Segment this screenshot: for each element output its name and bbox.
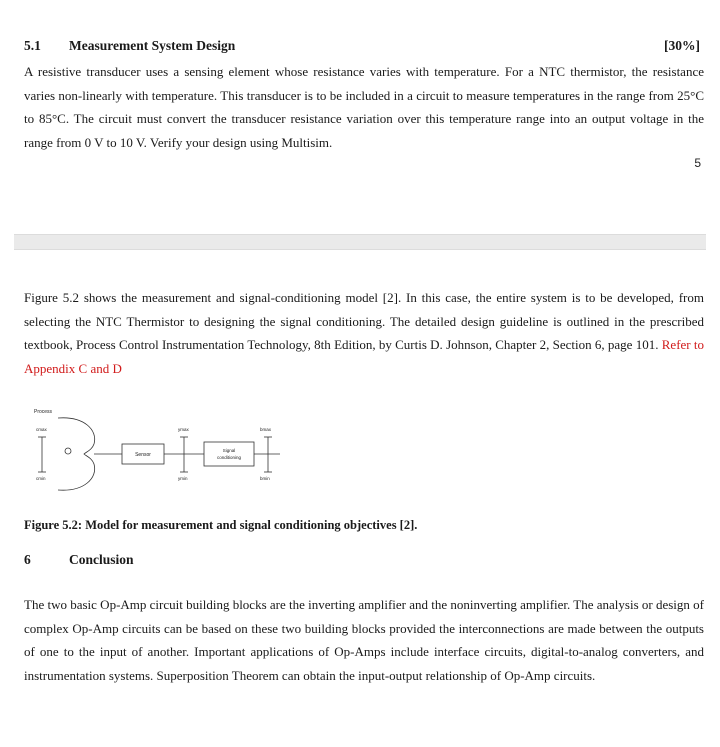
process-label: Process	[34, 409, 53, 415]
sensor-label: Sensor	[135, 452, 151, 458]
figure-intro-paragraph	[24, 286, 704, 380]
section-number: 5.1	[24, 38, 41, 53]
conclusion-title: Conclusion	[69, 552, 134, 567]
ymin-label: ymin	[178, 476, 188, 481]
bmin-label: bmin	[260, 476, 270, 481]
conclusion-heading	[24, 552, 134, 568]
process-node	[65, 448, 71, 454]
page-top	[0, 0, 720, 230]
bmax-label: bmax	[260, 427, 272, 432]
page-number: 5	[694, 156, 701, 170]
ymax-label: ymax	[178, 427, 189, 432]
block-diagram	[28, 404, 288, 504]
measurement-model-figure	[28, 404, 288, 504]
section-title: Measurement System Design	[69, 38, 236, 53]
figure-intro-text: Figure 5.2 shows the measurement and signal-conditioning model [2]. In this case, the entire system is to be developed, from selecting the NTC Thermistor to designing the signal conditioning. The detailed design guideline is outlined in the prescribed textbook, Process Control Instrumentation Technology, 8th Edition, by Curtis D. Johnson, Chapter 2, Section 6, page 101.	[24, 290, 704, 352]
process-brace	[58, 418, 95, 490]
conditioning-label: conditioning	[216, 455, 242, 460]
appendix-reference: Refer to Appendix C and D	[24, 337, 704, 376]
signal-label: Signal	[222, 448, 236, 453]
section-weight: [30%]	[664, 38, 700, 53]
figure-caption: Figure 5.2: Model for measurement and signal conditioning objectives [2].	[24, 518, 418, 532]
page-break	[14, 234, 706, 250]
cmax-label: cmax	[36, 427, 47, 432]
conclusion-paragraph: The two basic Op-Amp circuit building blocks are the inverting amplifier and the noninverting amplifier. The analysis or design of complex Op-Amp circuits can be based on these two building blocks provided the interconnections are made between the outputs of one to the input of another. Important applications of Op-Amps include interface circuits, digital-to-analog converters, and instrumentation systems. Superposition Theorem can obtain the input-output relationship of Op-Amp circuits.	[24, 597, 704, 683]
section-heading	[24, 38, 700, 54]
conclusion-number: 6	[24, 552, 31, 567]
signal-conditioning-block	[204, 442, 254, 466]
task-paragraph: A resistive transducer uses a sensing element whose resistance varies with temperature. For a NTC thermistor, the resistance varies non-linearly with temperature. This transducer is to be included in a circuit to measure temperatures in the range from 25°C to 85°C. The circuit must convert the transducer resistance variation over this temperature range into an output voltage in the range from 0 V to 10 V. Verify your design using Multisim.	[24, 64, 704, 150]
cmin-label: cmin	[36, 476, 46, 481]
